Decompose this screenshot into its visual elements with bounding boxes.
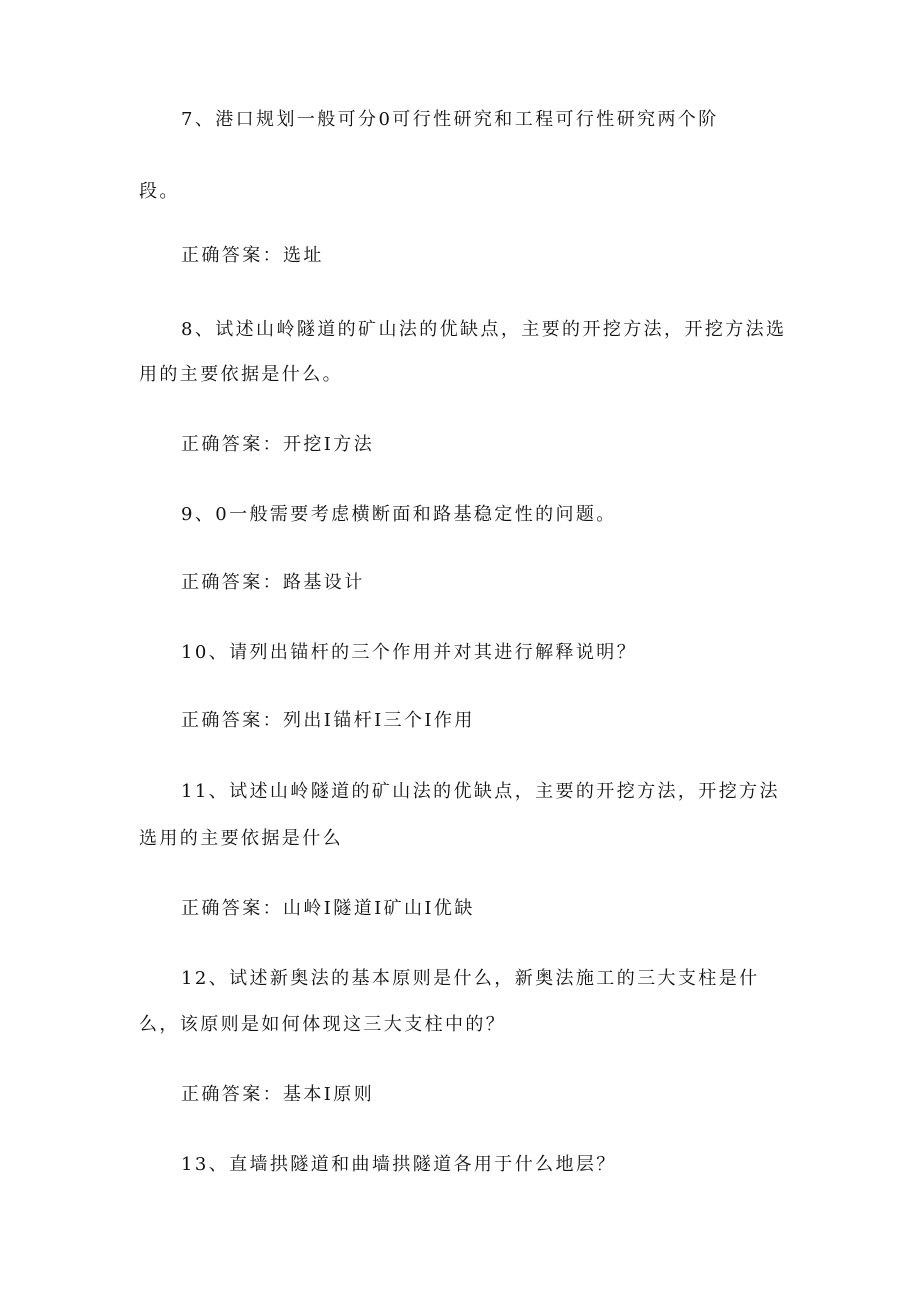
answer-7: 正确答案：选址 (181, 245, 324, 266)
question-10: 10、请列出锚杆的三个作用并对其进行解释说明？ (181, 642, 638, 663)
answer-12: 正确答案：基本I原则 (181, 1084, 375, 1105)
question-7-line-2: 段。 (139, 181, 180, 202)
answer-11: 正确答案：山岭I隧道I矿山I优缺 (181, 898, 475, 919)
question-7-line-1: 7、港口规划一般可分0可行性研究和工程可行性研究两个阶 (181, 109, 719, 130)
question-9: 9、0一般需要考虑横断面和路基稳定性的问题。 (181, 504, 617, 525)
answer-9: 正确答案：路基设计 (181, 572, 365, 593)
answer-10: 正确答案：列出I锚杆I三个I作用 (181, 710, 475, 731)
question-11-line-1: 11、试述山岭隧道的矿山法的优缺点，主要的开挖方法，开挖方法 (181, 781, 780, 802)
question-8-line-1: 8、试述山岭隧道的矿山法的优缺点，主要的开挖方法，开挖方法选 (181, 319, 787, 340)
question-12-line-1: 12、试述新奥法的基本原则是什么，新奥法施工的三大支柱是什 (181, 968, 760, 989)
question-11-line-2: 选用的主要依据是什么 (139, 828, 343, 849)
answer-8: 正确答案：开挖I方法 (181, 434, 375, 455)
question-12-line-2: 么，该原则是如何体现这三大支柱中的？ (139, 1014, 507, 1035)
question-8-line-2: 用的主要依据是什么。 (139, 364, 343, 385)
question-13: 13、直墙拱隧道和曲墙拱隧道各用于什么地层？ (181, 1154, 617, 1175)
